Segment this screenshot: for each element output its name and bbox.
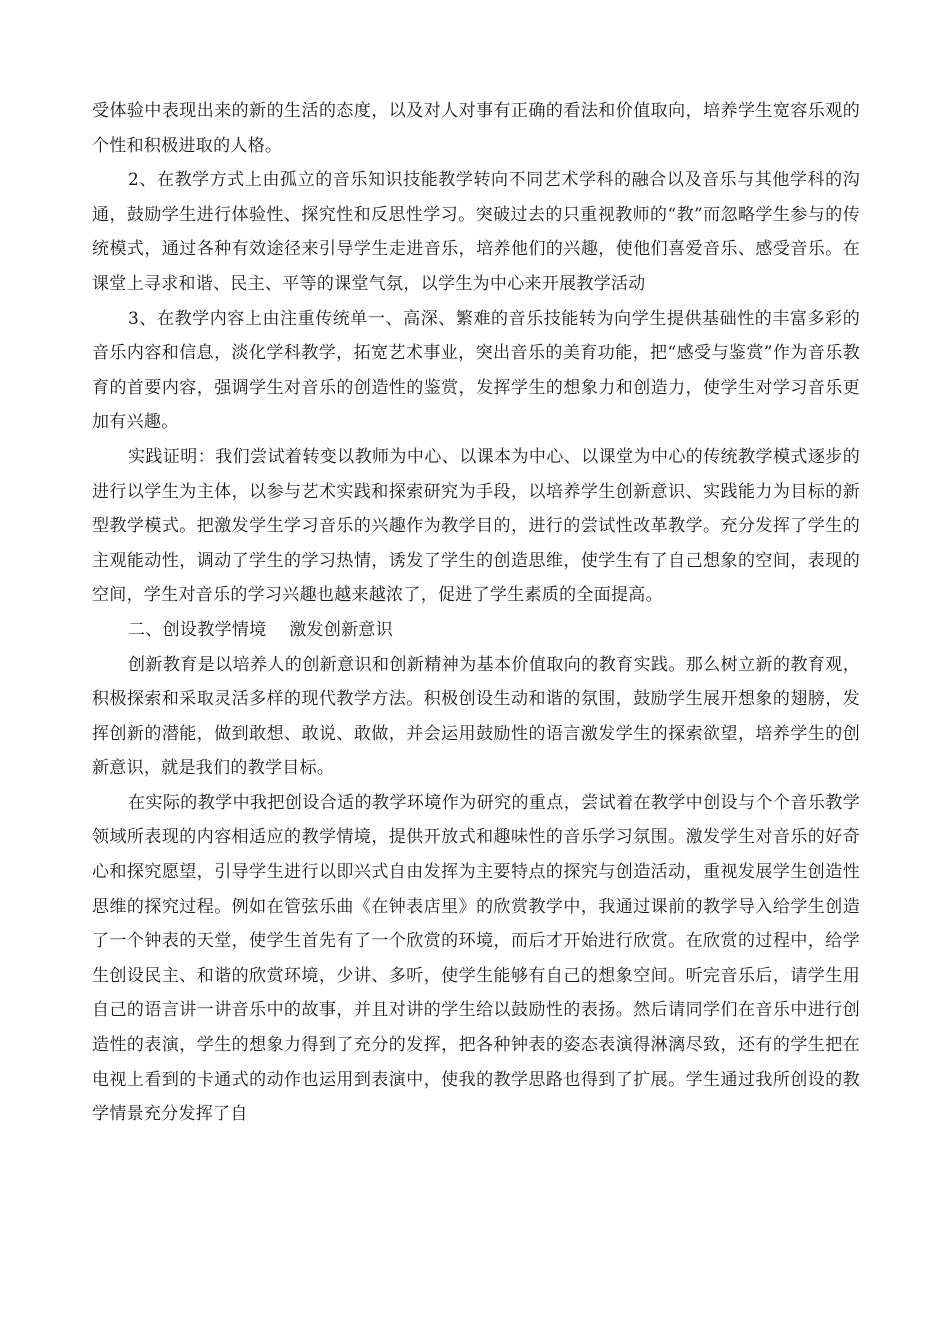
- paragraph-continued: 受体验中表现出来的新的生活的态度，以及对人对事有正确的看法和价值取向，培养学生宽容乐观的个性和积极进取的人格。: [92, 101, 860, 156]
- paragraph-innovation-education: 创新教育是以培养人的创新意识和创新精神为基本价值取向的教育实践。那么树立新的教育观，积极探索和采取灵活多样的现代教学方法。积极创设生动和谐的氛围，鼓励学生展开想象的翅膀，发挥创新的潜能，做到敢想、敢说、敢做，并会运用鼓励性的语言激发学生的探索欲望，培养学生的创新意识，就是我们的教学目标。: [92, 654, 860, 779]
- paragraph-teaching-content: 3、在教学内容上由注重传统单一、高深、繁难的音乐技能转为向学生提供基础性的丰富多彩的音乐内容和信息，淡化学科教学，拓宽艺术事业，突出音乐的美育功能，把“感受与鉴赏”作为音乐教育的首要内容，强调学生对音乐的创造性的鉴赏，发挥学生的想象力和创造力，使学生对学习音乐更加有兴趣。: [92, 308, 860, 433]
- paragraph-teaching-example: 在实际的教学中我把创设合适的教学环境作为研究的重点，尝试着在教学中创设与个个音乐教学领域所表现的内容相适应的教学情境，提供开放式和趣味性的音乐学习氛围。激发学生对音乐的好奇心和探究愿望，引导学生进行以即兴式自由发挥为主要特点的探究与创造活动，重视发展学生创造性思维的探究过程。例如在管弦乐曲《在钟表店里》的欣赏教学中，我通过课前的教学导入给学生创造了一个钟表的天堂，使学生首先有了一个欣赏的环境，而后才开始进行欣赏。在欣赏的过程中，给学生创设民主、和谐的欣赏环境，少讲、多听，使学生能够有自己的想象空间。听完音乐后，请学生用自己的语言讲一讲音乐中的故事，并且对讲的学生给以鼓励性的表扬。然后请同学们在音乐中进行创造性的表演，学生的想象力得到了充分的发挥，把各种钟表的姿态表演得淋漓尽致，还有的学生把在电视上看到的卡通式的动作也运用到表演中，使我的教学思路也得到了扩展。学生通过我所创设的教学情景充分发挥了自: [92, 792, 860, 1125]
- section-heading: 二、创设教学情境 激发创新意识: [128, 619, 394, 640]
- document-body: [92, 94, 860, 1132]
- paragraph-practice-proof: 实践证明：我们尝试着转变以教师为中心、以课本为中心、以课堂为中心的传统教学模式逐步的进行以学生为主体，以参与艺术实践和探索研究为手段，以培养学生创新意识、实践能力为目标的新型教学模式。把激发学生学习音乐的兴趣作为教学目的，进行的尝试性改革教学。充分发挥了学生的主观能动性，调动了学生的学习热情，诱发了学生的创造思维，使学生有了自己想象的空间，表现的空间，学生对音乐的学习兴趣也越来越浓了，促进了学生素质的全面提高。: [92, 446, 860, 606]
- paragraph-teaching-method: 2、在教学方式上由孤立的音乐知识技能教学转向不同艺术学科的融合以及音乐与其他学科的沟通，鼓励学生进行体验性、探究性和反思性学习。突破过去的只重视教师的“教”而忽略学生参与的传统模式，通过各种有效途径来引导学生走进音乐，培养他们的兴趣，使他们喜爱音乐、感受音乐。在课堂上寻求和谐、民主、平等的课堂气氛，以学生为中心来开展教学活动: [92, 170, 860, 294]
